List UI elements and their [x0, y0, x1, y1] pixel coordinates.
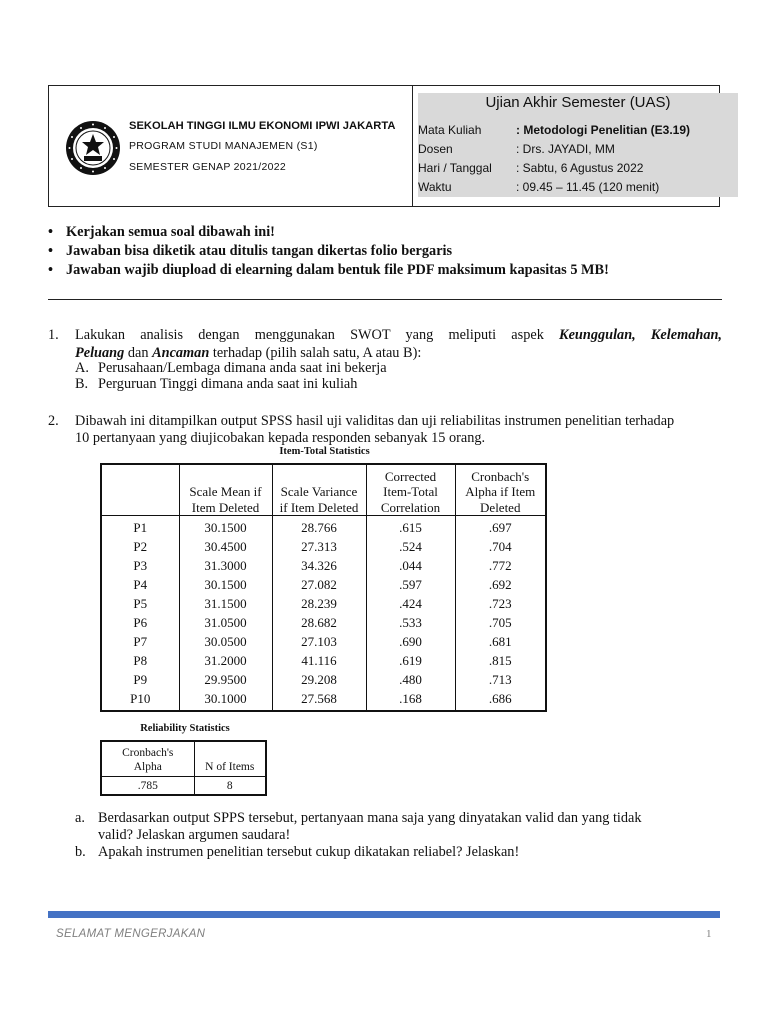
table-cell: 27.313 [272, 537, 366, 556]
q2-sub-a: a. Berdasarkan output SPPS tersebut, pertanyaan mana saja yang dinyatakan valid dan yang tidak valid? Jelaskan argumen saudara! [75, 810, 642, 843]
bullet-icon: • [48, 262, 54, 278]
item-label-cell: P1 [101, 516, 179, 538]
col-header-scale-mean: Scale Mean if Item Deleted [179, 464, 272, 516]
table-header-row [101, 464, 546, 516]
n-items-value: 8 [194, 777, 266, 796]
page-number: 1 [706, 928, 712, 940]
institution-panel [49, 86, 413, 206]
item-label-cell: P4 [101, 575, 179, 594]
table-cell: .524 [366, 537, 455, 556]
table-row [101, 594, 546, 613]
exam-info-panel [413, 86, 719, 206]
table-cell: .424 [366, 594, 455, 613]
table-cell: 29.9500 [179, 670, 272, 689]
reliability-table [100, 740, 267, 796]
exam-header [48, 85, 720, 207]
q1-option-a: A. Perusahaan/Lembaga dimana anda saat ini bekerja [75, 360, 387, 376]
info-key: Waktu [418, 180, 452, 194]
footer-bar [48, 911, 720, 918]
info-value: : 09.45 – 11.45 (120 menit) [516, 180, 660, 194]
table-cell: .597 [366, 575, 455, 594]
q1-number: 1. [48, 327, 59, 343]
info-value: : Drs. JAYADI, MM [516, 142, 615, 156]
table-cell: .705 [455, 613, 546, 632]
item-label-cell: P5 [101, 594, 179, 613]
table-cell: .723 [455, 594, 546, 613]
col-header-corrected-correlation: Corrected Item-Total Correlation [366, 464, 455, 516]
table-row [101, 632, 546, 651]
table-cell: .480 [366, 670, 455, 689]
q2-sub-b: b. Apakah instrumen penelitian tersebut cukup dikatakan reliabel? Jelaskan! [75, 844, 520, 860]
bullet-icon: • [48, 224, 54, 240]
item-label-cell: P7 [101, 632, 179, 651]
school-logo [65, 120, 121, 176]
table-cell: 28.239 [272, 594, 366, 613]
table-cell: 34.326 [272, 556, 366, 575]
table-cell: .681 [455, 632, 546, 651]
table-cell: 28.766 [272, 516, 366, 538]
table-row [101, 537, 546, 556]
table-row [101, 575, 546, 594]
reliability-caption: Reliability Statistics [140, 723, 230, 734]
item-total-caption: Item-Total Statistics [279, 446, 370, 457]
table-cell: .697 [455, 516, 546, 538]
table-cell: .692 [455, 575, 546, 594]
table-cell: 30.1500 [179, 516, 272, 538]
info-key: Mata Kuliah [418, 123, 482, 137]
table-cell: 30.1500 [179, 575, 272, 594]
school-name: SEKOLAH TINGGI ILMU EKONOMI IPWI JAKARTA [129, 120, 396, 132]
q1-line1: Lakukan analisis dengan menggunakan SWOT yang meliputi aspek Keunggulan, Kelemahan, [75, 327, 722, 343]
table-cell: .686 [455, 689, 546, 711]
table-cell: .690 [366, 632, 455, 651]
table-cell: 30.4500 [179, 537, 272, 556]
table-cell: 30.0500 [179, 632, 272, 651]
table-cell: .044 [366, 556, 455, 575]
table-header-row [101, 741, 266, 777]
table-cell: 41.116 [272, 651, 366, 670]
exam-title: Ujian Akhir Semester (UAS) [485, 94, 671, 111]
table-cell: .772 [455, 556, 546, 575]
divider [48, 299, 722, 300]
q1-option-b: B. Perguruan Tinggi dimana anda saat ini kuliah [75, 376, 358, 392]
table-cell: 27.082 [272, 575, 366, 594]
table-cell: 29.208 [272, 670, 366, 689]
table-cell: 31.2000 [179, 651, 272, 670]
item-total-body [101, 516, 546, 712]
item-label-cell: P6 [101, 613, 179, 632]
col-header-scale-variance: Scale Variance if Item Deleted [272, 464, 366, 516]
col-header-item [101, 464, 179, 516]
table-cell: .704 [455, 537, 546, 556]
table-cell: 27.103 [272, 632, 366, 651]
semester-label: SEMESTER GENAP 2021/2022 [129, 161, 286, 173]
col-header-cronbach-alpha: Cronbach's Alpha [101, 741, 194, 777]
table-cell: .713 [455, 670, 546, 689]
q2-number: 2. [48, 413, 59, 429]
item-label-cell: P3 [101, 556, 179, 575]
info-key: Hari / Tanggal [418, 161, 492, 175]
table-row [101, 651, 546, 670]
table-cell: .619 [366, 651, 455, 670]
q2-line1: Dibawah ini ditampilkan output SPSS hasil uji validitas dan uji reliabilitas instrumen penelitian terhadap [75, 413, 675, 429]
table-cell: 31.3000 [179, 556, 272, 575]
table-row [101, 613, 546, 632]
item-label-cell: P8 [101, 651, 179, 670]
info-value: : Sabtu, 6 Agustus 2022 [516, 161, 644, 175]
table-cell: 31.1500 [179, 594, 272, 613]
info-key: Dosen [418, 142, 453, 156]
alpha-value: .785 [101, 777, 194, 796]
table-cell: 27.568 [272, 689, 366, 711]
table-cell: .615 [366, 516, 455, 538]
q2-line2: 10 pertanyaan yang diujicobakan kepada responden sebanyak 15 orang. [75, 430, 486, 446]
table-row [101, 556, 546, 575]
item-label-cell: P9 [101, 670, 179, 689]
bullet-icon: • [48, 243, 54, 259]
table-row [101, 777, 266, 796]
table-cell: .533 [366, 613, 455, 632]
col-header-alpha-if-deleted: Cronbach's Alpha if Item Deleted [455, 464, 546, 516]
table-cell: 30.1000 [179, 689, 272, 711]
table-row [101, 689, 546, 711]
footer-text: SELAMAT MENGERJAKAN [56, 928, 206, 940]
info-value: : Metodologi Penelitian (E3.19) [516, 123, 691, 137]
table-row [101, 516, 546, 538]
table-row [101, 670, 546, 689]
col-header-n-items: N of Items [194, 741, 266, 777]
table-cell: 28.682 [272, 613, 366, 632]
table-cell: .815 [455, 651, 546, 670]
item-label-cell: P10 [101, 689, 179, 711]
table-cell: 31.0500 [179, 613, 272, 632]
program-name: PROGRAM STUDI MANAJEMEN (S1) [129, 140, 318, 152]
q1-line2: Peluang dan Ancaman terhadap (pilih salah satu, A atau B): [75, 345, 422, 361]
item-label-cell: P2 [101, 537, 179, 556]
table-cell: .168 [366, 689, 455, 711]
item-total-table [100, 463, 547, 712]
